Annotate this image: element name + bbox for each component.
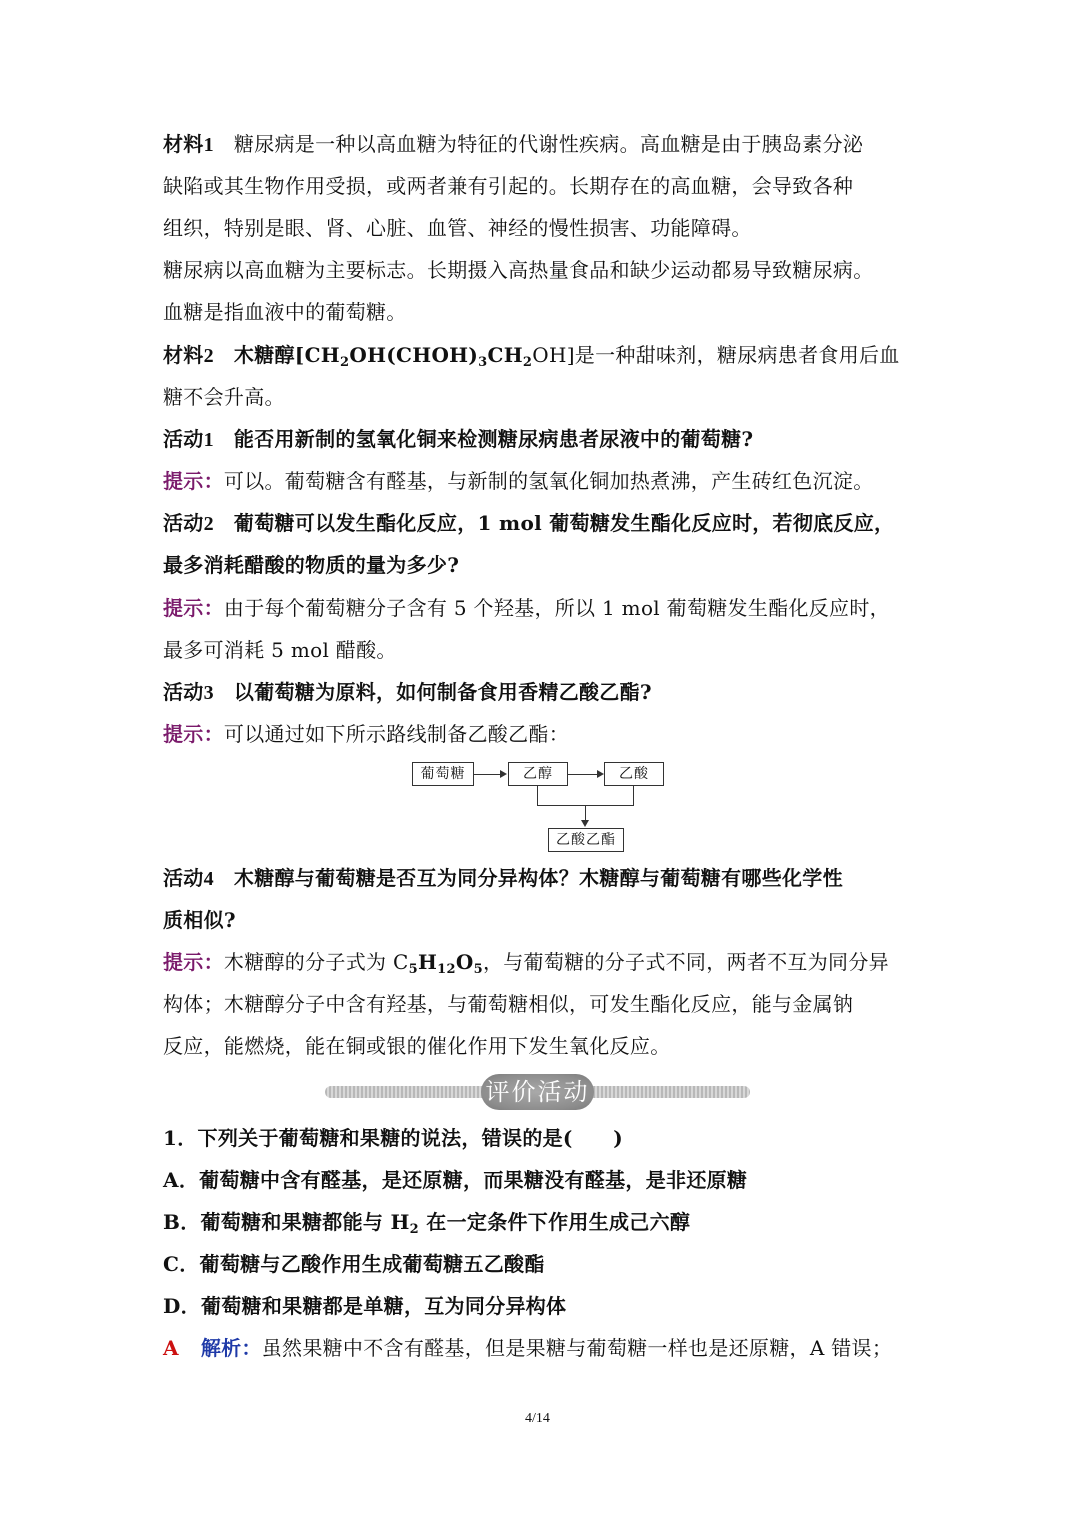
subscript: 2 [339, 355, 350, 370]
question1-option-b [163, 1208, 933, 1236]
activity4-hint-text: 木糖醇的分子式为 C [223, 950, 409, 974]
activity2-question-line-1 [163, 509, 933, 538]
option-b-text: 在一定条件下作用生成己六醇 [419, 1210, 691, 1234]
formula-part: H [417, 950, 438, 974]
material2-formula-part: CH [487, 343, 523, 367]
activity4-label: 活动4 [163, 868, 214, 890]
material2-line-1 [163, 341, 933, 370]
activity4-question-line-2: 质相似? [163, 908, 236, 932]
material1-line-1 [163, 130, 933, 159]
answer-badge: A [163, 1336, 179, 1360]
question1-option-a: A．葡萄糖中含有醛基，是还原糖，而果糖没有醛基，是非还原糖 [163, 1168, 748, 1192]
activity2-question-line-2: 最多消耗醋酸的物质的量为多少? [163, 553, 460, 577]
subscript: 2 [409, 1222, 420, 1237]
hint-label: 提示： [163, 596, 224, 620]
subscript: 2 [522, 355, 533, 370]
material1-line-5: 血糖是指血液中的葡萄糖。 [163, 300, 407, 324]
option-b-text: B．葡萄糖和果糖都能与 H [163, 1210, 410, 1234]
subscript: 5 [473, 962, 483, 977]
activity4-hint-text: ，与葡萄糖的分子式不同，两者不互为同分异 [482, 950, 889, 974]
flow-connector [537, 786, 538, 806]
question1-analysis [163, 1334, 933, 1362]
flow-connector [474, 774, 501, 775]
banner-title: 评价活动 [485, 1078, 590, 1106]
formula-part: O [455, 950, 474, 974]
arrow-right-icon [597, 770, 604, 778]
flow-box-glucose: 葡萄糖 [412, 762, 474, 786]
material2-line-2: 糖不会升高。 [163, 385, 285, 409]
arrow-down-icon [581, 820, 589, 827]
arrow-right-icon [500, 770, 507, 778]
analysis-label: 解析： [200, 1336, 262, 1360]
flow-connector [585, 805, 586, 821]
material1-text-1: 糖尿病是一种以高血糖为特征的代谢性疾病。高血糖是由于胰岛素分泌 [233, 132, 864, 156]
activity3-hint-text: 可以通过如下所示路线制备乙酸乙酯： [223, 722, 570, 746]
activity2-hint-line-1 [163, 594, 933, 622]
material2-formula-part: 木糖醇[CH [233, 343, 340, 367]
hint-label: 提示： [163, 469, 224, 493]
hint-label: 提示： [163, 950, 224, 974]
activity1-question-text: 能否用新制的氢氧化铜来检测糖尿病患者尿液中的葡萄糖? [233, 427, 754, 451]
subscript: 3 [478, 355, 488, 370]
activity3-hint [163, 720, 933, 748]
activity3-label: 活动3 [163, 682, 214, 704]
activity4-hint-line-3: 反应，能燃烧，能在铜或银的催化作用下发生氧化反应。 [163, 1034, 671, 1058]
activity4-question-line-1 [163, 864, 933, 893]
flow-connector [568, 774, 597, 775]
flow-connector [633, 786, 634, 806]
material2-formula-part: OH(CHOH) [349, 343, 479, 367]
activity4-hint-line-1 [163, 948, 933, 976]
material2-label: 材料2 [163, 345, 214, 367]
activity1-question [163, 425, 933, 454]
question1-option-c: C．葡萄糖与乙酸作用生成葡萄糖五乙酸酯 [163, 1252, 545, 1276]
activity4-hint-line-2: 构体；木糖醇分子中含有羟基，与葡萄糖相似，可发生酯化反应，能与金属钠 [163, 992, 854, 1016]
activity2-question-text: 葡萄糖可以发生酯化反应，1 mol 葡萄糖发生酯化反应时，若彻底反应， [233, 511, 895, 535]
material1-line-4: 糖尿病以高血糖为主要标志。长期摄入高热量食品和缺少运动都易导致糖尿病。 [163, 258, 874, 282]
material1-label: 材料1 [163, 134, 214, 156]
material1-line-2: 缺陷或其生物作用受损，或两者兼有引起的。长期存在的高血糖，会导致各种 [163, 174, 854, 198]
material1-line-3: 组织，特别是眼、肾、心脏、血管、神经的慢性损害、功能障碍。 [163, 216, 752, 240]
flow-box-ethanol: 乙醇 [508, 762, 568, 786]
question1-stem: 1．下列关于葡萄糖和果糖的说法，错误的是( ) [163, 1126, 624, 1150]
flow-box-acetic-acid: 乙酸 [604, 762, 664, 786]
activity1-label: 活动1 [163, 429, 214, 451]
activity3-question [163, 678, 933, 707]
activity2-label: 活动2 [163, 513, 214, 535]
activity1-hint-text: 可以。葡萄糖含有醛基，与新制的氢氧化铜加热煮沸，产生砖红色沉淀。 [223, 469, 874, 493]
subscript: 5 [408, 962, 418, 977]
question1-option-d: D．葡萄糖和果糖都是单糖，互为同分异构体 [163, 1294, 567, 1318]
analysis-text: 虽然果糖中不含有醛基，但是果糖与葡萄糖一样也是还原糖，A 错误； [261, 1336, 893, 1360]
subscript: 12 [437, 962, 456, 977]
activity1-hint [163, 467, 933, 495]
activity4-question-text: 木糖醇与葡萄糖是否互为同分异构体？木糖醇与葡萄糖有哪些化学性 [233, 866, 843, 890]
activity3-question-text: 以葡萄糖为原料，如何制备食用香精乙酸乙酯? [233, 680, 652, 704]
page-number: 4/14 [525, 1411, 550, 1426]
flow-box-ethyl-acetate: 乙酸乙酯 [548, 828, 624, 852]
hint-label: 提示： [163, 722, 224, 746]
material2-text: OH]是一种甜味剂，糖尿病患者食用后血 [532, 343, 900, 367]
activity2-hint-line-2: 最多可消耗 5 mol 醋酸。 [163, 638, 397, 662]
activity2-hint-text: 由于每个葡萄糖分子含有 5 个羟基，所以 1 mol 葡萄糖发生酯化反应时， [223, 596, 890, 620]
